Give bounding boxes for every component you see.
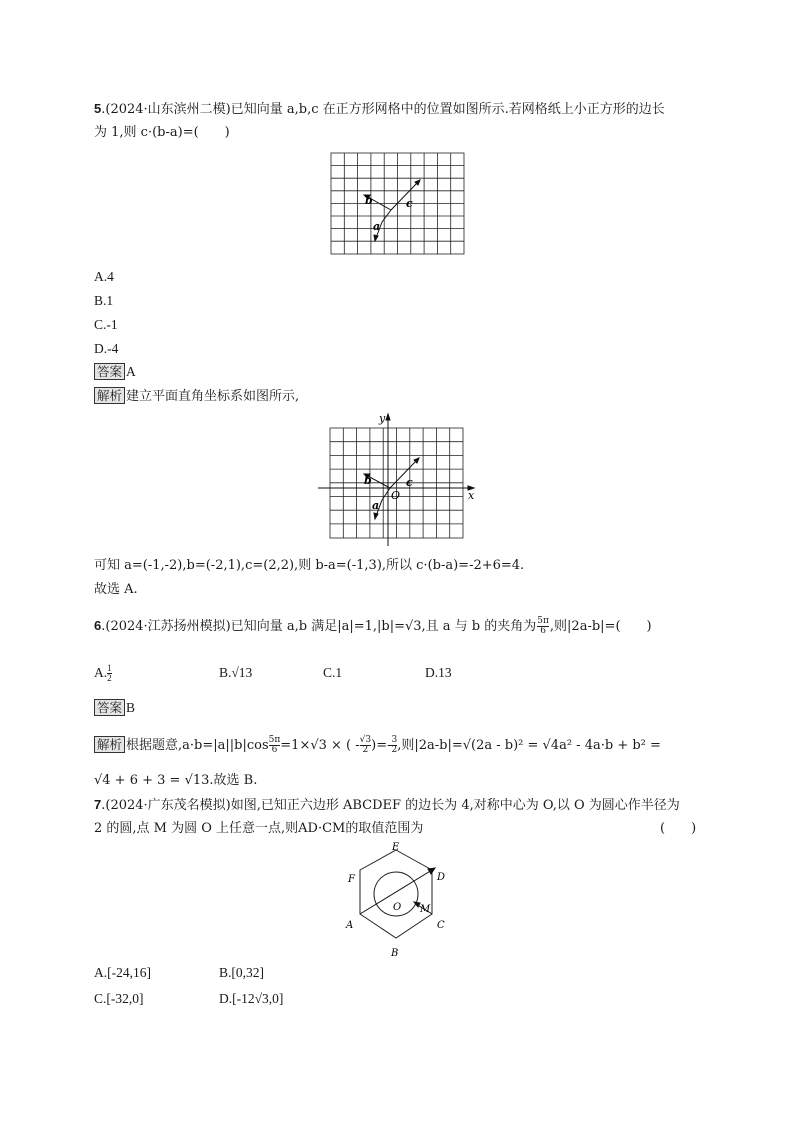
q5-number: 5	[94, 101, 102, 116]
q7-label-f: F	[348, 874, 355, 885]
q7-label-m: M	[420, 904, 431, 915]
q5-origin-label: O	[391, 489, 401, 502]
q6-analysis-line1: 解析 根据题意,a·b=|a||b|cos $\frac{5\pi}{6}$ =1×√3 × ( - $\frac{√3}{2}$ )=- $\frac{3}{2}$ ,则|2a-b|=√(2a - b)² = √4a² - 4a·b + b² =	[94, 736, 661, 755]
q6-analysis-line2: √4 + 6 + 3 = √13.故选 B.	[94, 773, 258, 788]
q5-label-c: c	[406, 476, 413, 489]
q7-option-c: C.[-32,0]	[94, 991, 144, 1006]
q5-analysis-line1: 解析 建立平面直角坐标系如图所示,	[94, 387, 299, 406]
q6-option-d: D.13	[425, 665, 452, 680]
q7-option-d: D.[-12√3,0]	[219, 991, 284, 1006]
q7-label-b: B	[391, 948, 399, 959]
q6-answer: 答案 B	[94, 699, 135, 718]
q7-label-d: D	[437, 872, 446, 883]
q5-coordinate-figure	[316, 410, 482, 550]
q7-label-c: C	[437, 920, 445, 931]
q5-label-a: a	[373, 220, 381, 233]
q5-grid-figure	[330, 152, 466, 256]
q7-label-a: A	[346, 920, 354, 931]
analysis-tag: 解析	[94, 387, 125, 404]
q6-option-c: C.1	[323, 665, 343, 680]
q7-number: 7	[94, 797, 102, 812]
q5-option-d: D.-4	[94, 341, 119, 356]
q6-option-a: A. $\frac{1}{2}$	[94, 663, 112, 684]
q5-option-c: C.-1	[94, 317, 118, 332]
q7-stem-line1: 7.(2024·广东茂名模拟)如图,已知正六边形 ABCDEF 的边长为 4,对称中心为 O,以 O 为圆心作半径为	[94, 797, 680, 813]
q5-axis-x-label: x	[468, 489, 475, 502]
q5-axis-y-label: y	[379, 412, 386, 425]
q7-label-e: E	[392, 842, 400, 853]
q5-option-a: A.4	[94, 269, 114, 284]
q7-option-b: B.[0,32]	[219, 965, 264, 980]
q6-option-b: B.√13	[219, 665, 253, 680]
q5-label-b: b	[364, 474, 372, 487]
q6-stem: 6.(2024·江苏扬州模拟)已知向量 a,b 满足|a|=1,|b|=√3,且 a 与 b 的夹角为 $\frac{5\pi}{6}$ ,则|2a-b|=( )	[94, 616, 652, 636]
q6-number: 6	[94, 618, 102, 633]
q5-stem-line2: 为 1,则 c·(b-a)=( )	[94, 125, 230, 140]
q5-analysis-line3: 故选 A.	[94, 582, 138, 597]
answer-tag: 答案	[94, 699, 125, 716]
q7-stem-line2: 2 的圆,点 M 为圆 O 上任意一点,则AD·CM的取值范围为	[94, 821, 424, 836]
q5-answer: 答案 A	[94, 363, 136, 382]
q5-stem-line1: 5.(2024·山东滨州二模)已知向量 a,b,c 在正方形网格中的位置如图所示.若网格纸上小正方形的边长	[94, 101, 665, 117]
q5-option-b: B.1	[94, 293, 114, 308]
q7-label-o: O	[393, 902, 402, 913]
q5-label-b: b	[365, 194, 373, 207]
analysis-tag: 解析	[94, 736, 125, 753]
q5-label-a: a	[372, 499, 380, 512]
q7-option-a: A.[-24,16]	[94, 965, 151, 980]
answer-tag: 答案	[94, 363, 125, 380]
q5-label-c: c	[406, 197, 413, 210]
q5-analysis-line2: 可知 a=(-1,-2),b=(-2,1),c=(2,2),则 b-a=(-1,3),所以 c·(b-a)=-2+6=4.	[94, 558, 525, 573]
q7-hexagon-figure	[340, 840, 454, 960]
q7-answer-bracket: ( )	[660, 821, 697, 836]
